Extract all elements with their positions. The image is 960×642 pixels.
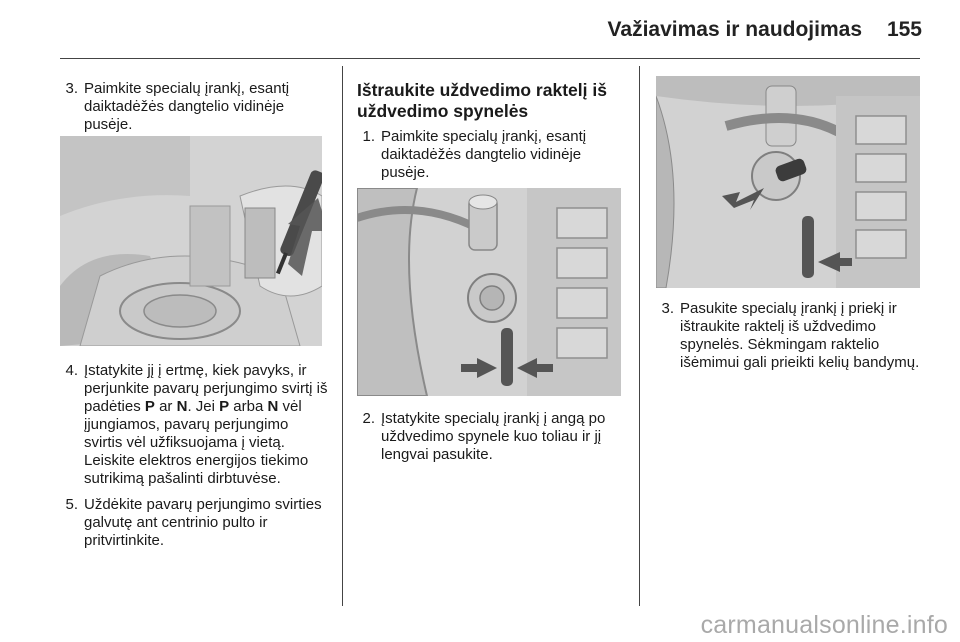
gear-position-n: N [176,398,188,415]
step-text: Uždėkite pavarų perjungimo svirties galvutę ant centrinio pulto ir pritvirtinkite. [84,496,322,549]
ignition-lock-icon [480,286,504,310]
figure-key-removal [656,76,920,288]
figure-gear-lever-release [60,136,322,346]
step-3-remove-key [656,300,922,372]
left-column-top [60,80,328,134]
special-tool-icon [802,216,814,278]
key-removal-illustration [656,76,920,288]
step-number: 4. [65,362,78,379]
step-number: 1. [362,128,375,145]
step-text: Pasukite specialų įrankį į priekį ir ištraukite raktelį iš uždvedimo spynelės. Sėkmingam raktelio išėmimui gali prieikti kelių bandymų. [680,300,920,371]
left-column-bottom [60,362,328,550]
step-number: 3. [661,300,674,317]
gear-lever-illustration [60,136,322,346]
gear-position-p: P [219,398,230,415]
step-number: 3. [65,80,78,97]
watermark: carmanualsonline.info [700,611,948,639]
figure-ignition-insert [357,188,621,396]
step-text: Paimkite specialų įrankį, esantį daiktadėžės dangtelio vidinėje pusėje. [84,80,290,133]
step-4-insert-tool [60,362,328,488]
header-title: Važiavimas ir naudojimas [607,18,862,41]
column-divider-right [639,66,640,606]
step-text-part: . Jei [187,398,220,415]
step-1-take-tool [357,128,625,182]
step-5-refit-knob [60,496,328,550]
step-number: 5. [65,496,78,513]
special-tool-icon [501,328,513,386]
middle-column-bottom [357,410,625,464]
step-3-gear-tool [60,80,328,134]
column-divider-left [342,66,343,606]
step-text [84,362,328,488]
step-text-part: ar [154,398,177,415]
step-2-insert-tool [357,410,625,464]
header-rule [60,58,920,59]
step-text: Paimkite specialų įrankį, esantį daiktadėžės dangtelio vidinėje pusėje. [381,128,587,181]
step-text: Įstatykite specialų įrankį į angą po uždvedimo spynele kuo toliau ir jį lengvai pasukite. [381,410,606,463]
page-number: 155 [886,18,922,41]
step-text-part: Įstatykite jį į ertmę, kiek pavyks, ir perjunkite pavarų perjungimo svirtį iš padėties [84,362,328,415]
right-column [656,300,922,372]
step-number: 2. [362,410,375,427]
gear-position-p: P [144,398,155,415]
ignition-illustration [357,188,621,396]
step-text-part: vėl įjungiamos, pavarų perjungimo svirtis vėl užfiksuojama į vietą. Leiskite elektros energijos tiekimo sutrikimą pašalinti dirbtuvėse. [84,398,309,487]
gear-position-n: N [267,398,279,415]
step-text-part: arba [229,398,268,415]
section-heading: Ištraukite uždvedimo raktelį iš uždvedimo spynelės [357,80,607,121]
middle-column-top [357,80,625,182]
